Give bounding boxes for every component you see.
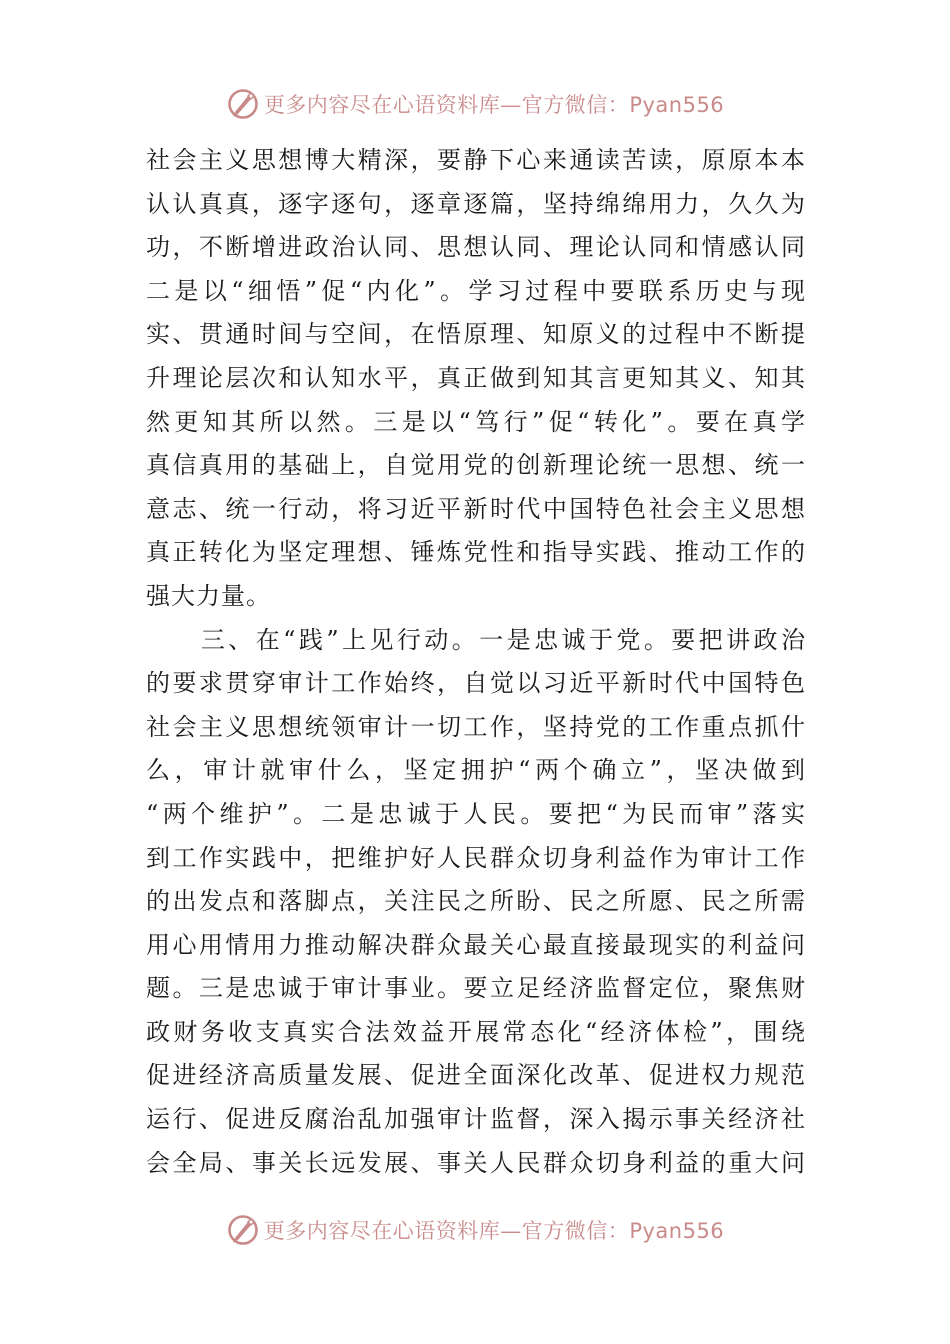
text-line: 用心用情用力推动解决群众最关心最直接最现实的利益问 <box>146 930 806 959</box>
text-line: 然更知其所以然。三是以“笃行”促“转化”。要在真学 <box>146 407 806 436</box>
text-line: 功，不断增进政治认同、思想认同、理论认同和情感认同 <box>146 233 806 262</box>
text-line: 到工作实践中，把维护好人民群众切身利益作为审计工作 <box>146 843 806 872</box>
document-body <box>146 139 806 1185</box>
text-line: 实、贯通时间与空间，在悟原理、知原义的过程中不断提 <box>146 320 806 349</box>
text-line: 强大力量。 <box>146 581 271 610</box>
pen-logo-icon <box>226 87 260 121</box>
watermark-text: 更多内容尽在心语资料库—官方微信：Pyan556 <box>263 1219 725 1243</box>
text-line: 社会主义思想博大精深，要静下心来通读苦读，原原本本 <box>146 146 806 174</box>
text-line: 真信真用的基础上，自觉用党的创新理论统一思想、统一 <box>146 451 806 480</box>
text-line: 升理论层次和认知水平，真正做到知其言更知其义、知其 <box>146 363 806 392</box>
text-line: 会全局、事关长远发展、事关人民群众切身利益的重大问 <box>146 1148 806 1177</box>
text-line: 运行、促进反腐治乱加强审计监督，深入揭示事关经济社 <box>146 1105 806 1134</box>
text-line: 社会主义思想统领审计一切工作，坚持党的工作重点抓什 <box>146 712 806 741</box>
text-line: 政财务收支真实合法效益开展常态化“经济体检”，围绕 <box>146 1017 806 1046</box>
text-line: 的出发点和落脚点，关注民之所盼、民之所愿、民之所需 <box>146 887 806 916</box>
text-line: 的要求贯穿审计工作始终，自觉以习近平新时代中国特色 <box>146 669 806 698</box>
text-line: 么，审计就审什么，坚定拥护“两个确立”，坚决做到 <box>146 756 806 785</box>
text-line: 二是以“细悟”促“内化”。学习过程中要联系历史与现 <box>146 276 806 305</box>
pen-logo-icon <box>226 1213 260 1247</box>
paragraph <box>146 139 806 619</box>
text-line: 三、在“践”上见行动。一是忠诚于党。要把讲政治 <box>146 625 806 654</box>
text-line: 真正转化为坚定理想、锤炼党性和指导实践、推动工作的 <box>146 538 806 567</box>
text-line: 意志、统一行动，将习近平新时代中国特色社会主义思想 <box>146 494 806 523</box>
text-line: “两个维护”。二是忠诚于人民。要把“为民而审”落实 <box>146 799 806 828</box>
watermark-text: 更多内容尽在心语资料库—官方微信：Pyan556 <box>263 93 725 117</box>
footer-watermark <box>0 1210 950 1250</box>
text-line: 认认真真，逐字逐句，逐章逐篇，坚持绵绵用力，久久为 <box>146 189 806 218</box>
text-line: 题。三是忠诚于审计事业。要立足经济监督定位，聚焦财 <box>146 974 806 1003</box>
text-line: 促进经济高质量发展、促进全面深化改革、促进权力规范 <box>146 1061 806 1090</box>
header-watermark <box>0 84 950 124</box>
paragraph <box>146 619 806 1186</box>
